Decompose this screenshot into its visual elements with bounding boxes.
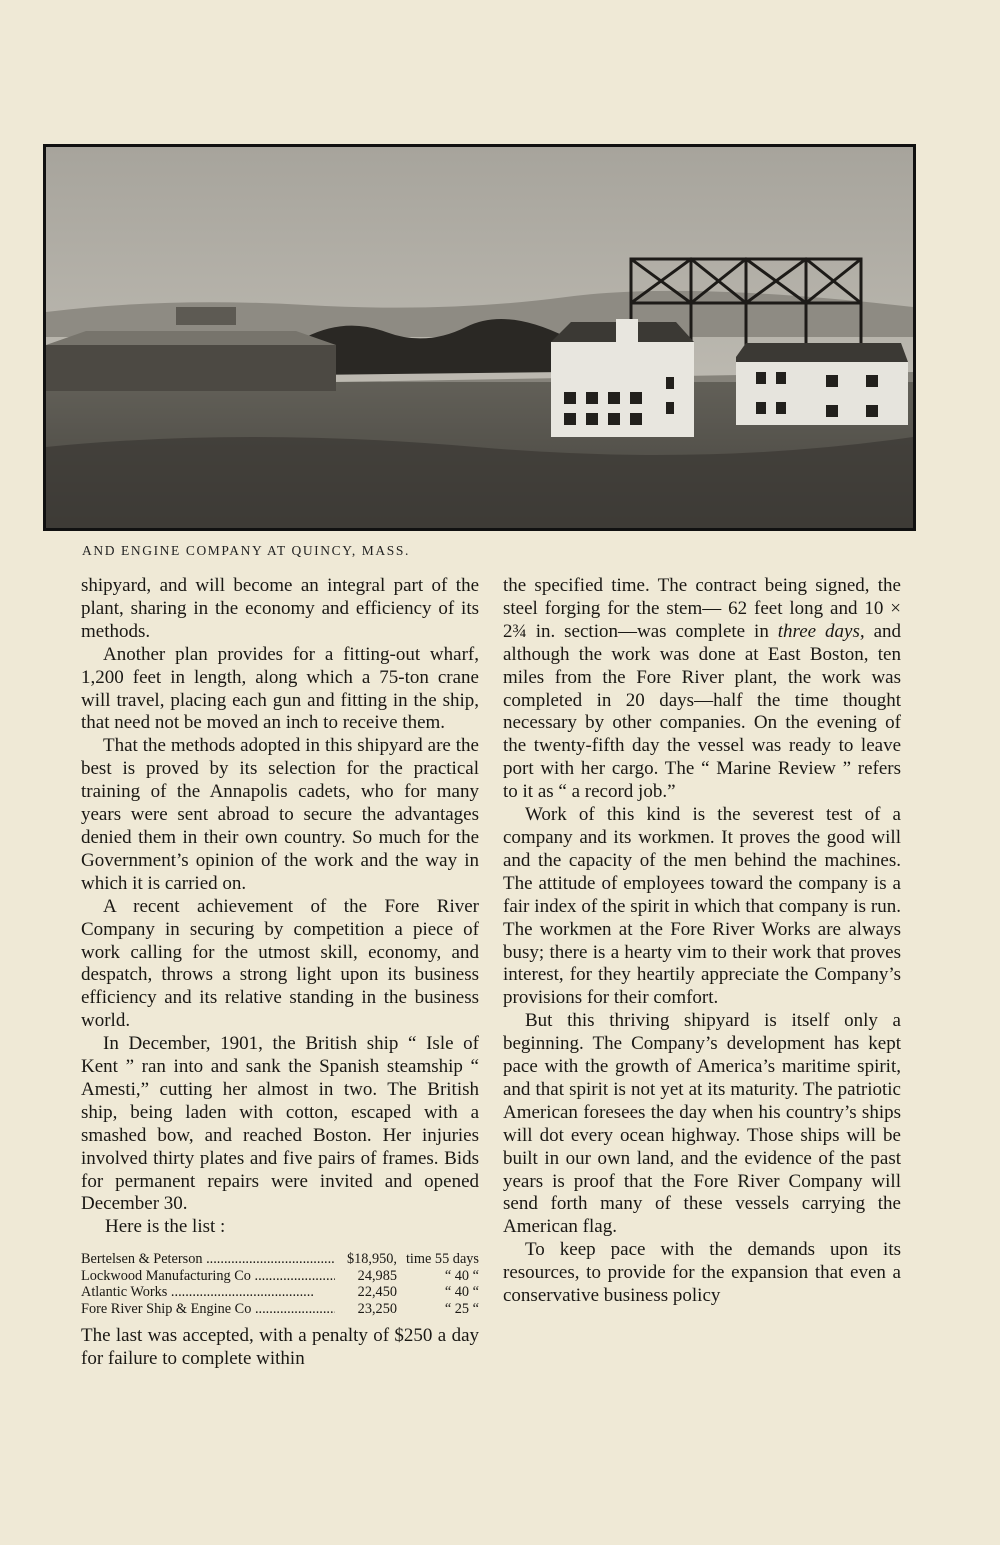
- bid-list: [81, 1251, 479, 1317]
- bid-amount: 24,985: [357, 1267, 397, 1284]
- text-run: and although the work was done at East Boston, ten miles from the Fore River plant, the work was completed in 20 days—half the time thought necessary by other companies. On the evening of the twenty-fifth day the vessel was ready to leave port with her cargo. The “ Marine Review ” refers to it as “ a record job.”: [503, 620, 902, 803]
- bid-row: [81, 1301, 479, 1318]
- bid-amount: $18,950,: [346, 1251, 397, 1268]
- paragraph: Another plan provides for a fitting-out wharf, 1,200 feet in length, along which a 75-ton crane will travel, placing each gun and fitting in the ship, that need not be moved an inch to receive them.: [81, 643, 479, 734]
- paragraph: shipyard, and will become an integral part of the plant, sharing in the economy and efficiency of its methods.: [81, 575, 479, 642]
- paragraph: But this thriving shipyard is itself only a beginning. The Company’s development has kept pace with the growth of America’s maritime spirit, and that spirit is not yet at its maturity. The patriotic American foresees the day when his country’s ships will dot every ocean highway. Those ships will be built in our own land, and the evidence of the past years is proof that the Fore River Company will send forth many of these vessels carrying the American flag.: [503, 1010, 901, 1238]
- bid-row: [81, 1251, 479, 1268]
- shipyard-photo: [43, 144, 916, 531]
- bid-time: time 55 days: [405, 1251, 479, 1268]
- paragraph: To keep pace with the demands upon its resources, to provide for the expansion that even a conservative business policy: [503, 1239, 901, 1307]
- paragraph: Work of this kind is the severest test of a company and its workmen. It proves the good will and the capacity of the men behind the machines. The attitude of employees toward the company is a fair index of the spirit in which that company is run. The workmen at the Fore River Works are always busy; there is a hearty vim to their work that proves interest, for they heartily appreciate the Company’s provisions for their comfort.: [503, 804, 901, 1009]
- paragraph: A recent achievement of the Fore River Company in securing by competition a piece of work calling for the utmost skill, economy, and despatch, throws a strong light upon its business efficiency and its relative standing in the business world.: [81, 895, 479, 1032]
- left-text-column: [81, 575, 479, 1371]
- right-text-column: [503, 575, 901, 1308]
- bid-amount: 23,250: [357, 1300, 397, 1317]
- paragraph: Here is the list :: [105, 1216, 226, 1238]
- bid-name: Bertelsen & Peterson .....: [81, 1251, 335, 1268]
- paragraph: The last was accepted, with a penalty of $250 a day for failure to complete within: [81, 1325, 479, 1370]
- text-run: the specified time. The contract being signed, the steel forging for the stem— 62 feet long and 10 × 2¾ in. section—was complete in: [503, 575, 901, 642]
- bid-row: [81, 1284, 479, 1301]
- bid-name: Fore River Ship & Engine Co .....: [81, 1301, 335, 1318]
- bid-name: Lockwood Manufacturing Co .....: [81, 1268, 335, 1285]
- paragraph: That the methods adopted in this shipyard are the best is proved by its selection for the practical training of the Annapolis cadets, who for many years were sent abroad to secure the advantages denied them in their own country. So much for the Government’s opinion of the work and the way in which it is carried on.: [81, 735, 479, 894]
- bid-name: Atlantic Works .....: [81, 1284, 335, 1301]
- paragraph: In December, 1901, the British ship “ Isle of Kent ” ran into and sank the Spanish steamship “ Amesti,” cutting her almost in two. The British ship, being laden with cotton, escaped with a smashed bow, and reached Boston. Her injuries involved thirty plates and five pairs of frames. Bids for permanent repairs were invited and opened December 30.: [81, 1033, 479, 1215]
- bid-amount: 22,450: [357, 1284, 397, 1301]
- shipyard-photo-illustration: [46, 147, 913, 528]
- emphasis-text: three days,: [777, 620, 865, 642]
- photo-caption: AND ENGINE COMPANY AT QUINCY, MASS.: [82, 543, 410, 558]
- bid-time: “ 40 “: [444, 1284, 479, 1301]
- bid-row: [81, 1268, 479, 1285]
- paragraph: [503, 575, 901, 804]
- bid-time: “ 25 “: [444, 1300, 479, 1317]
- bid-time: “ 40 “: [444, 1267, 479, 1284]
